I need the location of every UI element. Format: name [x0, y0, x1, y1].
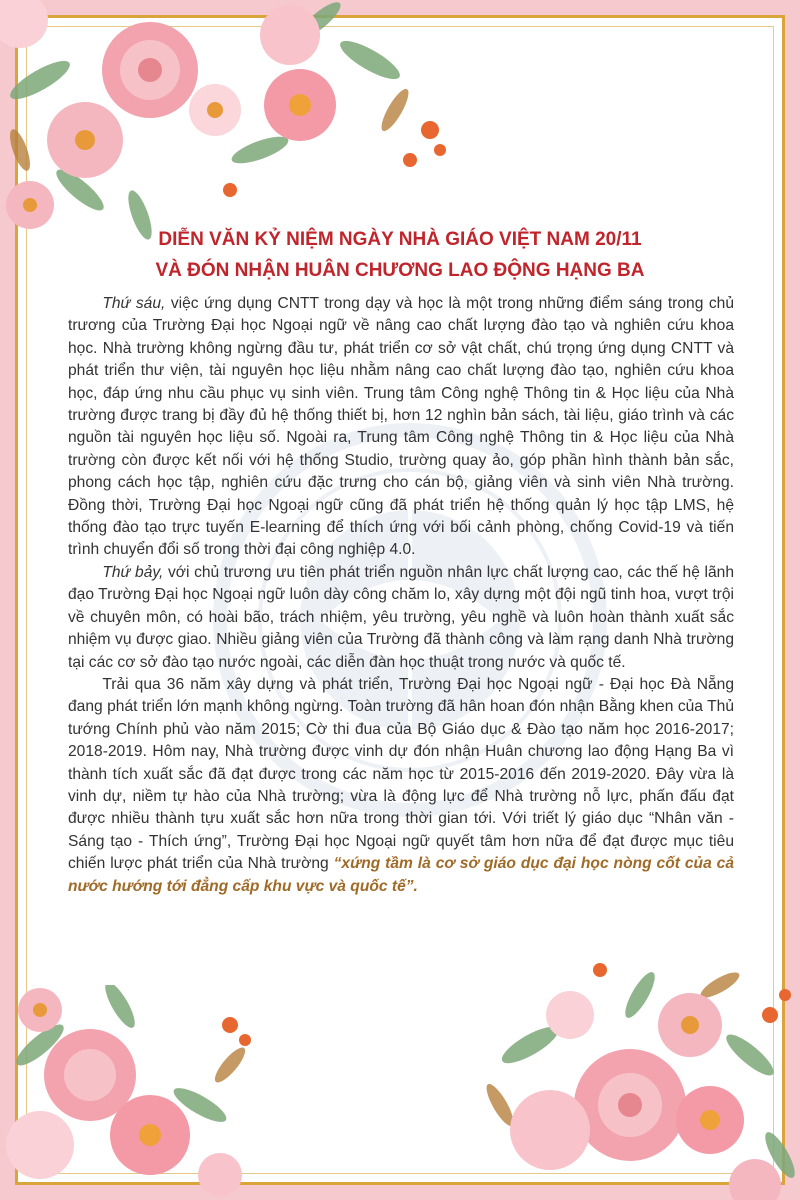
top-left-floral-icon: [0, 0, 450, 240]
paragraph-text: Trải qua 36 năm xây dựng và phát triển, Trường Đại học Ngoại ngữ - Đại học Đà Nẵng đang phát triển lớn mạnh không ngừng. Toàn trường đã hân hoan đón nhận Bằng khen của Thủ tướng Chính phủ vào năm 2015; Cờ thi đua của Bộ Giáo dục & Đào tạo năm học 2016-2017; 2018-2019. Hôm nay, Nhà trường được vinh dự đón nhận Huân chương lao động Hạng Ba vì thành tích xuất sắc đã đạt được trong các năm học từ 2015-2016 đến 2019-2020. Đây vừa là vinh dự, niềm tự hào của Nhà trường; vừa là động lực để Nhà trường nỗ lực, phấn đấu đạt được nhiều thành tựu xuất sắc hơn nữa trong thời gian tới. Với triết lý giáo dục “Nhân văn - Sáng tạo - Thích ứng”, Trường Đại học Ngoại ngữ quyết tâm hơn nữa để đạt được mục tiêu chiến lược phát triển của Nhà trường: [68, 675, 734, 873]
paragraph-sixth: [68, 293, 734, 562]
title-line-1: DIỄN VĂN KỶ NIỆM NGÀY NHÀ GIÁO VIỆT NAM 20/11: [158, 229, 642, 250]
quote-end: .: [413, 877, 418, 895]
bottom-right-floral-icon: [470, 955, 800, 1200]
paragraph-text: việc ứng dụng CNTT trong dạy và học là một trong những điểm sáng trong chủ trương của Trường Đại học Ngoại ngữ về nâng cao chất lượng đào tạo và nghiên cứu khoa học. Nhà trường không ngừng đầu tư, phát triển cơ sở vật chất, chú trọng ứng dụng CNTT và phát triển thư viện, tài nguyên học liệu nhằm nâng cao chất lượng đào tạo, nghiên cứu khoa học, đáp ứng nhu cầu phục vụ sinh viên. Trung tâm Công nghệ Thông tin & Học liệu của Nhà trường được trang bị đầy đủ hệ thống thiết bị, hơn 12 nghìn bản sách, tài liệu, giáo trình và các nguồn tài nguyên học liệu số. Ngoài ra, Trung tâm Công nghệ Thông tin & Học liệu của Nhà trường còn được kết nối với hệ thống Studio, trường quay ảo, góp phần hình thành bản sắc, phong cách học tập, nghiên cứu đặc trưng cho cán bộ, giảng viên và sinh viên Nhà trường. Đồng thời, Trường Đại học Ngoại ngữ cũng đã phát triển hệ thống quản lý học tập LMS, hệ thống đào tạo trực tuyến E-learning để thích ứng với bối cảnh phòng, chống Covid-19 và tiến trình chuyển đổi số trong thời đại công nghiệp 4.0.: [68, 295, 734, 559]
bottom-left-floral-icon: [0, 985, 260, 1200]
speech-body: [68, 293, 734, 898]
paragraph-lead: Thứ bảy,: [102, 563, 164, 581]
paragraph-seventh: [68, 562, 734, 674]
title-line-2: VÀ ĐÓN NHẬN HUÂN CHƯƠNG LAO ĐỘNG HẠNG BA: [155, 260, 645, 281]
speech-title: [40, 224, 760, 286]
paragraph-text: với chủ trương ưu tiên phát triển nguồn nhân lực chất lượng cao, các thế hệ lãnh đạo Trường Đại học Ngoại ngữ luôn dày công chăm lo, xây dựng một đội ngũ tinh hoa, vượt trội về chuyên môn, có hoài bão, trách nhiệm, yêu trường, yêu nghề và luôn hoàn thành xuất sắc nhiệm vụ được giao. Nhiều giảng viên của Trường đã thành công và làm rạng danh Nhà trường tại các cơ sở đào tạo nước ngoài, các diễn đàn học thuật trong nước và quốc tế.: [68, 563, 735, 671]
paragraph-lead: Thứ sáu,: [102, 295, 166, 312]
strategic-goal-quote: “xứng tầm là cơ sở giáo dục đại học nòng cốt của cả nước hướng tới đẳng cấp khu vực và quốc tế”: [68, 855, 734, 895]
paragraph-achievements: [68, 674, 734, 898]
